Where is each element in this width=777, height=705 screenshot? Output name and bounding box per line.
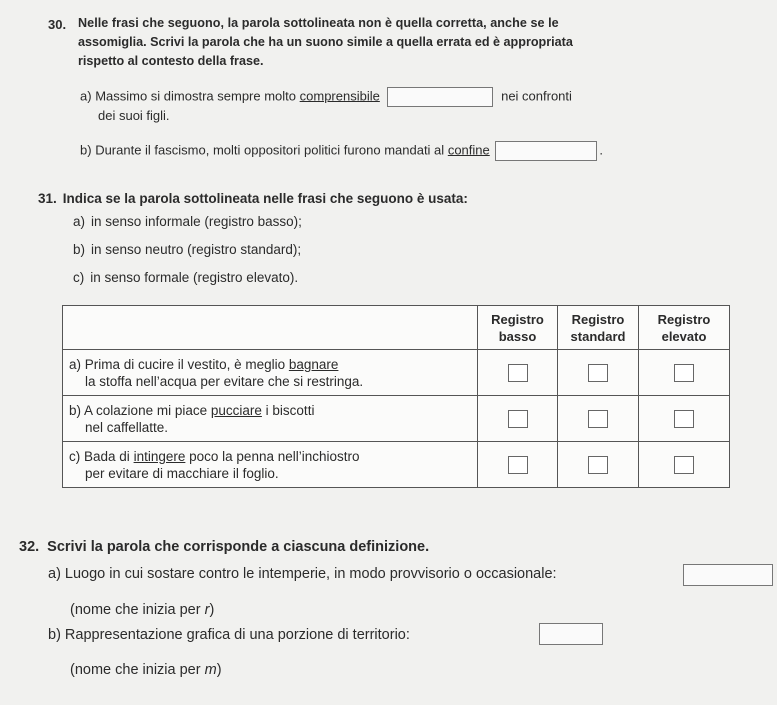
row-text: poco la penna nell’inchiostro [189, 448, 360, 464]
checkbox-basso[interactable] [508, 456, 528, 474]
question-title [38, 191, 468, 206]
question-title-text: Scrivi la parola che corrisponde a ciascuna definizione. [47, 539, 430, 555]
checkbox-standard[interactable] [588, 456, 608, 474]
row-text-line2: la stoffa nell’acqua per evitare che si restringa. [85, 373, 364, 389]
option-letter: c) [73, 270, 85, 285]
item-letter: b) [48, 627, 61, 643]
question-number: 32. [19, 539, 40, 555]
checkbox-cell [558, 442, 639, 488]
underlined-word: bagnare [288, 356, 339, 372]
item-hint [70, 662, 222, 678]
table-row [63, 350, 730, 396]
question-instructions-line: rispetto al contesto della frase. [78, 54, 264, 68]
table-sentence-cell [63, 396, 478, 442]
item-text: Luogo in cui sostare contro le intemperie, in modo provvisorio o occasionale: [64, 566, 557, 582]
table-sentence-cell [63, 350, 478, 396]
item-text: nei confronti [501, 88, 572, 104]
row-text: Bada di [84, 448, 130, 464]
question-number: 30. [48, 17, 67, 32]
checkbox-cell [558, 396, 639, 442]
answer-box[interactable] [495, 141, 597, 161]
hint-text: (nome che inizia per [70, 602, 201, 618]
option-b [73, 242, 301, 257]
row-text: Prima di cucire il vestito, è meglio [84, 356, 286, 372]
table-corner-cell [63, 306, 478, 350]
question-instructions-line: Nelle frasi che seguono, la parola sottolineata non è quella corretta, anche se le [78, 16, 559, 30]
question-number: 31. [38, 191, 57, 206]
item-text: Rappresentazione grafica di una porzione di territorio: [64, 627, 410, 643]
option-text: in senso informale (registro basso); [91, 214, 302, 229]
checkbox-basso[interactable] [508, 364, 528, 382]
checkbox-cell [639, 442, 730, 488]
item-hint [70, 602, 214, 618]
table-header-standard: Registro standard [558, 306, 639, 350]
item-32b [48, 627, 410, 643]
item-letter: a) [48, 566, 61, 582]
row-text: A colazione mi piace [84, 402, 208, 418]
table-header-row [63, 306, 730, 350]
question-instructions-line: assomiglia. Scrivi la parola che ha un suono simile a quella errata ed è appropriata [78, 35, 573, 49]
underlined-word: intingere [133, 448, 186, 464]
question-title [19, 539, 429, 555]
checkbox-cell [478, 442, 558, 488]
row-text-line2: nel caffellatte. [85, 419, 169, 435]
checkbox-cell [639, 350, 730, 396]
checkbox-elevato[interactable] [674, 410, 694, 428]
underlined-word: pucciare [210, 402, 262, 418]
answer-box[interactable] [683, 564, 773, 586]
option-a [73, 214, 302, 229]
row-text-line2: per evitare di macchiare il foglio. [85, 465, 279, 481]
checkbox-cell [478, 350, 558, 396]
option-letter: a) [73, 214, 86, 229]
checkbox-standard[interactable] [588, 364, 608, 382]
item-text-continued: dei suoi figli. [98, 108, 170, 123]
row-letter: b) [69, 402, 82, 418]
table-row [63, 442, 730, 488]
table-header-elevato: Registro elevato [639, 306, 730, 350]
answer-box[interactable] [539, 623, 603, 645]
option-letter: b) [73, 242, 86, 257]
item-30a [80, 87, 572, 107]
item-32a [48, 566, 557, 582]
option-c [73, 270, 298, 285]
item-letter: b) [80, 142, 92, 158]
checkbox-elevato[interactable] [674, 456, 694, 474]
table-header-basso: Registro basso [478, 306, 558, 350]
hint-text: (nome che inizia per [70, 662, 201, 678]
option-text: in senso formale (registro elevato). [90, 270, 299, 285]
checkbox-elevato[interactable] [674, 364, 694, 382]
item-30b [80, 141, 603, 161]
checkbox-cell [639, 396, 730, 442]
row-letter: a) [69, 356, 82, 372]
row-letter: c) [69, 448, 81, 464]
underlined-word: comprensibile [299, 88, 380, 104]
hint-text: ) [209, 602, 215, 618]
hint-letter: r [204, 602, 210, 618]
table-row [63, 396, 730, 442]
hint-text: ) [216, 662, 222, 678]
checkbox-standard[interactable] [588, 410, 608, 428]
table-sentence-cell [63, 442, 478, 488]
checkbox-cell [478, 396, 558, 442]
item-letter: a) [80, 88, 92, 104]
checkbox-cell [558, 350, 639, 396]
item-text: Durante il fascismo, molti oppositori politici furono mandati al [95, 142, 445, 158]
underlined-word: confine [447, 142, 490, 158]
item-text: Massimo si dimostra sempre molto [95, 88, 297, 104]
hint-letter: m [204, 662, 217, 678]
option-text: in senso neutro (registro standard); [91, 242, 302, 257]
item-text: . [599, 142, 603, 158]
register-table [62, 305, 730, 488]
checkbox-basso[interactable] [508, 410, 528, 428]
question-title-text: Indica se la parola sottolineata nelle frasi che seguono è usata: [62, 191, 468, 206]
row-text: i biscotti [265, 402, 315, 418]
answer-box[interactable] [387, 87, 493, 107]
